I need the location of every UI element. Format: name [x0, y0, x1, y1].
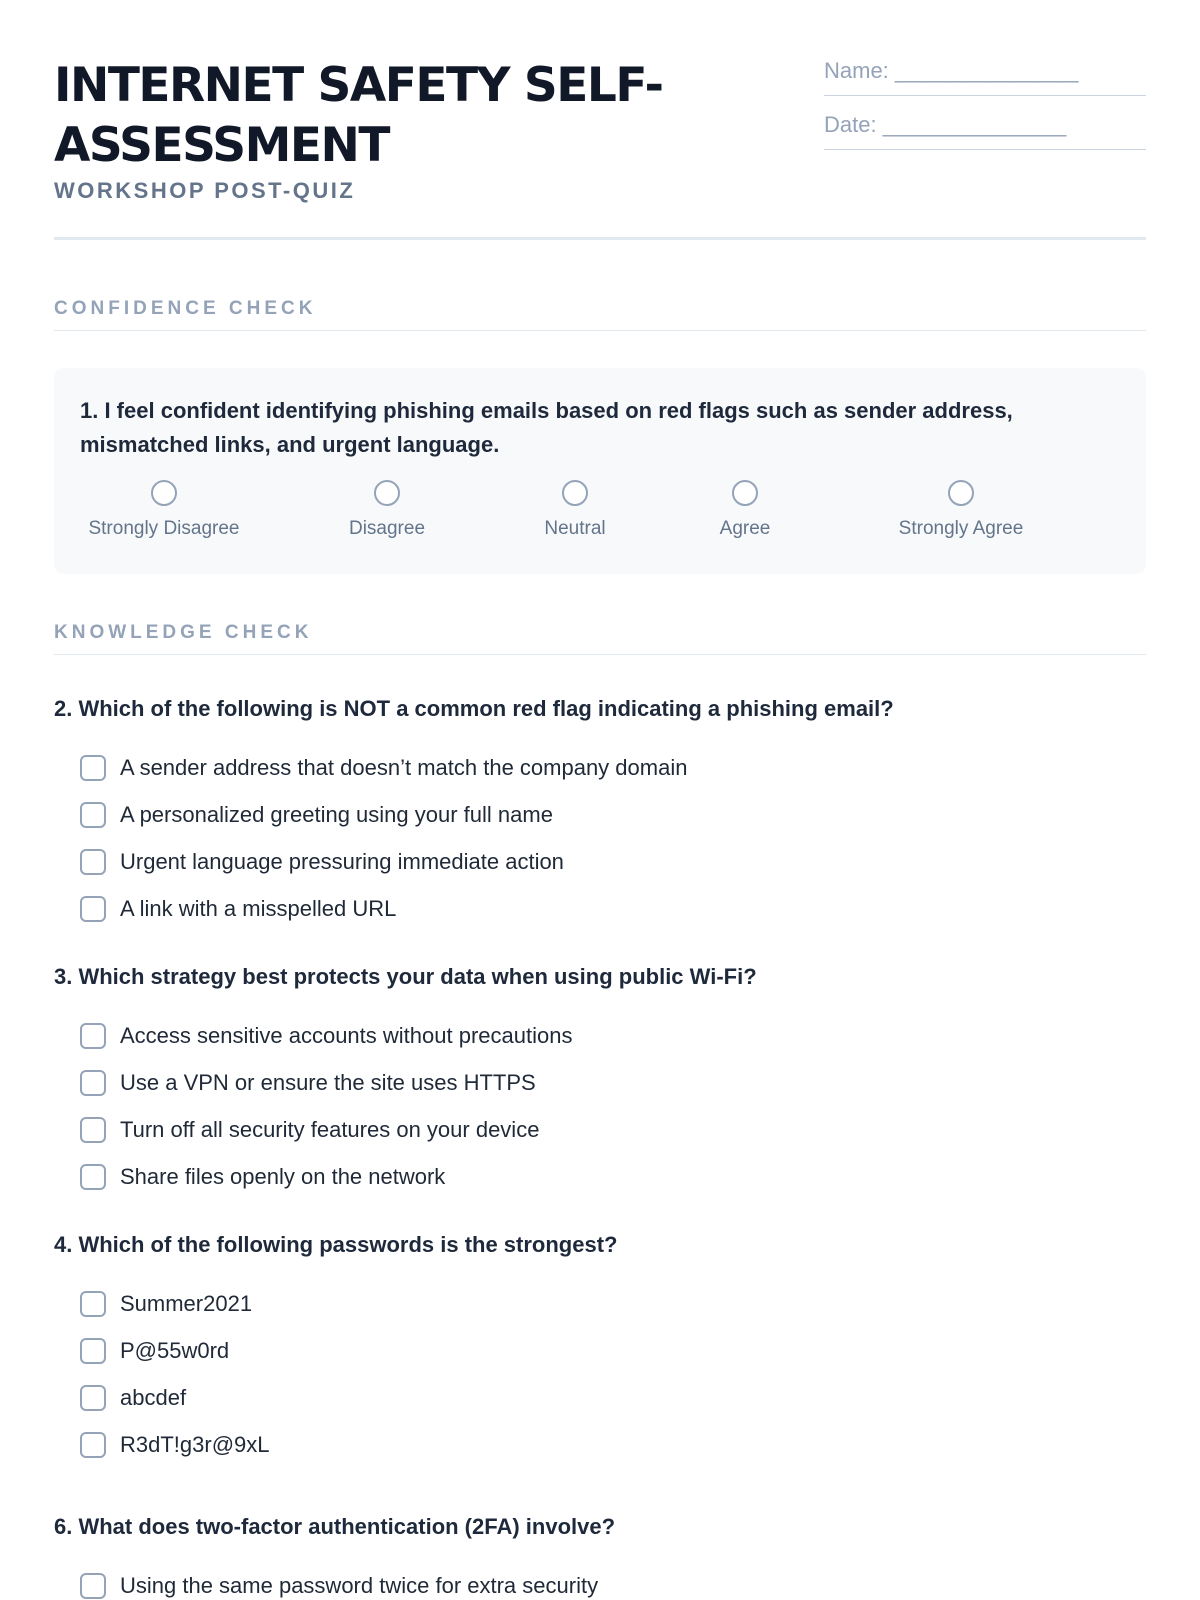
option-label: A sender address that doesn’t match the company domain [120, 754, 688, 780]
likert-label: Agree [719, 518, 771, 539]
option-label: abcdef [120, 1384, 187, 1410]
section-heading-knowledge: KNOWLEDGE CHECK [54, 622, 1146, 655]
option-label: Access sensitive accounts without precautions [120, 1022, 573, 1048]
question-2-text: 2. Which of the following is NOT a common red flag indicating a phishing email? [54, 696, 894, 721]
likert-option-disagree[interactable] [342, 480, 432, 540]
option-label: Share files openly on the network [120, 1163, 446, 1189]
question-6-text: 6. What does two-factor authentication (2FA) involve? [54, 1514, 616, 1539]
likert-option-strongly-agree[interactable] [888, 480, 1034, 540]
question-2 [54, 692, 1146, 932]
radio-button[interactable] [732, 480, 758, 506]
date-field[interactable]: Date: _______________ [824, 106, 1146, 150]
option-label: R3dT!g3r@9xL [120, 1431, 270, 1457]
answer-option[interactable] [54, 885, 1146, 932]
checkbox[interactable] [80, 1385, 106, 1411]
likert-scale [80, 480, 1120, 560]
radio-button[interactable] [151, 480, 177, 506]
checkbox[interactable] [80, 1023, 106, 1049]
checkbox[interactable] [80, 1070, 106, 1096]
question-3-text: 3. Which strategy best protects your data when using public Wi-Fi? [54, 964, 757, 989]
name-field[interactable]: Name: _______________ [824, 52, 1146, 96]
question-1-text: 1. I feel confident identifying phishing emails based on red flags such as sender address, mismatched links, and urgent language. [80, 398, 1013, 457]
option-label: P@55w0rd [120, 1337, 230, 1363]
checkbox[interactable] [80, 1164, 106, 1190]
answer-option[interactable] [54, 1059, 1146, 1106]
likert-label: Disagree [348, 518, 426, 539]
likert-label: Strongly Agree [898, 518, 1024, 539]
answer-option[interactable] [54, 838, 1146, 885]
option-label: A link with a misspelled URL [120, 895, 397, 921]
checkbox[interactable] [80, 1432, 106, 1458]
page-subtitle: WORKSHOP POST-QUIZ [54, 178, 356, 203]
answer-option[interactable] [54, 1106, 1146, 1153]
option-label: Turn off all security features on your device [120, 1116, 540, 1142]
option-label: Summer2021 [120, 1290, 253, 1316]
section-heading-confidence: CONFIDENCE CHECK [54, 298, 1146, 331]
question-3 [54, 960, 1146, 1200]
option-label: Urgent language pressuring immediate action [120, 848, 564, 874]
checkbox[interactable] [80, 896, 106, 922]
answer-option[interactable] [54, 1421, 1146, 1468]
quiz-page [54, 0, 1146, 1600]
checkbox[interactable] [80, 1338, 106, 1364]
answer-option[interactable] [54, 1562, 1146, 1600]
radio-button[interactable] [562, 480, 588, 506]
answer-option[interactable] [54, 1327, 1146, 1374]
likert-label: Strongly Disagree [88, 518, 240, 539]
option-label: Using the same password twice for extra security [120, 1572, 599, 1598]
page-title: INTERNET SAFETY SELF-ASSESSMENT [54, 58, 663, 173]
likert-option-strongly-disagree[interactable] [80, 480, 248, 540]
answer-option[interactable] [54, 1012, 1146, 1059]
meta-fields [824, 52, 1146, 160]
checkbox[interactable] [80, 849, 106, 875]
page-header [54, 0, 1146, 240]
question-4 [54, 1228, 1146, 1468]
radio-button[interactable] [948, 480, 974, 506]
likert-option-agree[interactable] [710, 480, 780, 540]
answer-option[interactable] [54, 1374, 1146, 1421]
radio-button[interactable] [374, 480, 400, 506]
question-1-card [54, 368, 1146, 574]
checkbox[interactable] [80, 802, 106, 828]
answer-option[interactable] [54, 791, 1146, 838]
question-4-text: 4. Which of the following passwords is the strongest? [54, 1232, 618, 1257]
answer-option[interactable] [54, 1280, 1146, 1327]
answer-option[interactable] [54, 744, 1146, 791]
option-label: Use a VPN or ensure the site uses HTTPS [120, 1069, 536, 1095]
likert-option-neutral[interactable] [530, 480, 620, 540]
answer-option[interactable] [54, 1153, 1146, 1200]
option-label: A personalized greeting using your full name [120, 801, 553, 827]
likert-label: Neutral [544, 518, 606, 539]
checkbox[interactable] [80, 1291, 106, 1317]
question-6 [54, 1510, 1146, 1600]
checkbox[interactable] [80, 1117, 106, 1143]
checkbox[interactable] [80, 1573, 106, 1599]
checkbox[interactable] [80, 755, 106, 781]
